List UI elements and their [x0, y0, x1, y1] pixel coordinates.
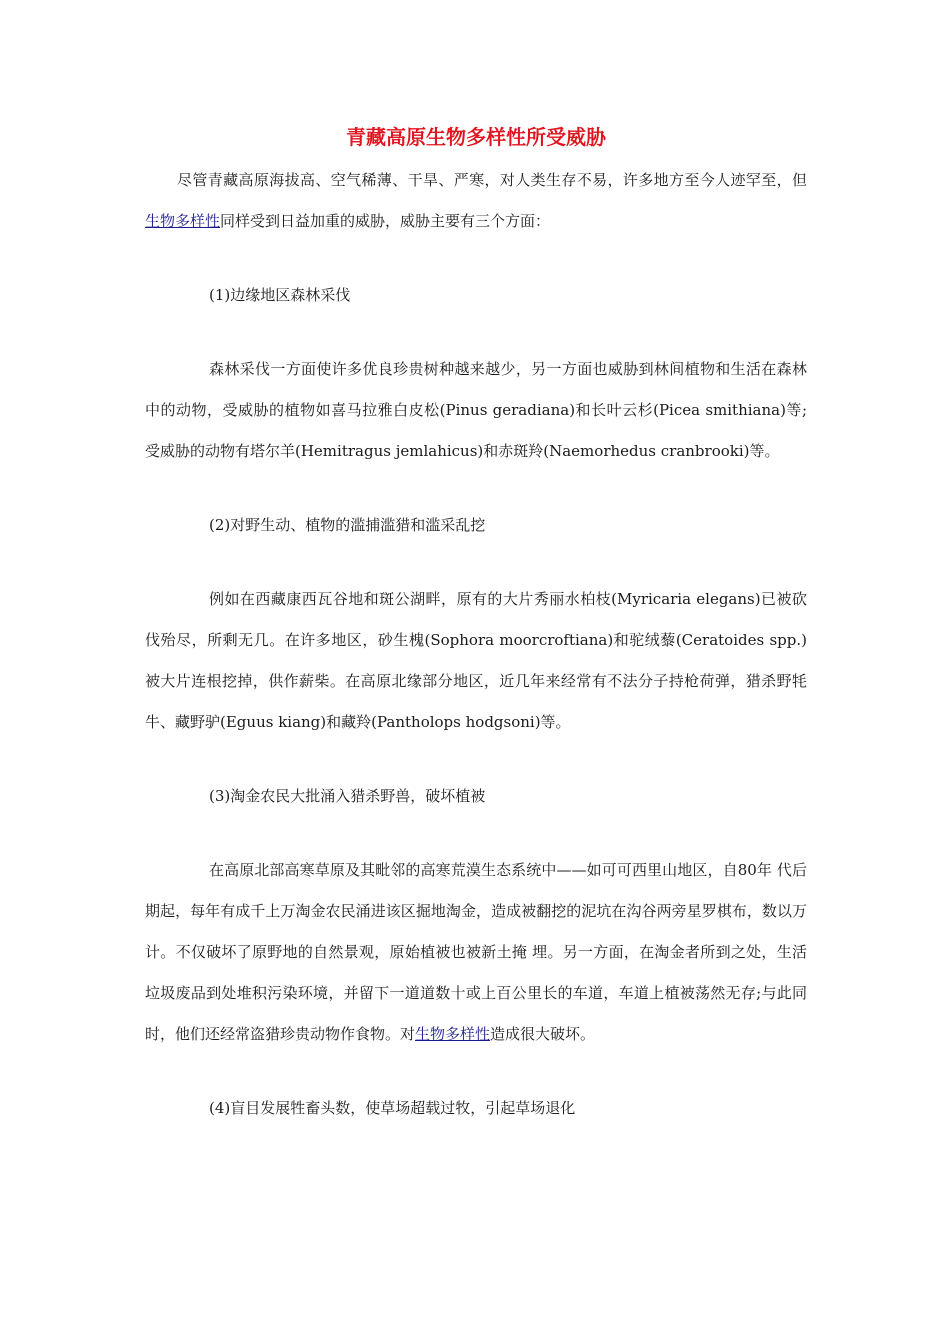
intro-text-2: 同样受到日益加重的威胁，威胁主要有三个方面：: [220, 212, 551, 230]
section-3-heading: (3)淘金农民大批涌入猎杀野兽，破坏植被: [209, 787, 486, 805]
section-2-heading: (2)对野生动、植物的滥捕滥猎和滥采乱挖: [209, 516, 486, 534]
section-2-body: 例如在西藏康西瓦谷地和斑公湖畔，原有的大片秀丽水柏枝(Myricaria elegans)已被砍伐殆尽，所剩无几。在许多地区，砂生槐(Sophora moorcroftiana)和驼绒藜(Ceratoides spp.)被大片连根挖掉，供作薪柴。在高原北缘部分地区，近几年来经常有不法分子持枪荷弹，猎杀野牦牛、藏野驴(Eguus kiang)和藏羚(Pantholops hodgsoni)等。: [145, 590, 807, 731]
section-3-text-2: 造成很大破坏。: [490, 1025, 596, 1043]
section-3-body: [145, 850, 807, 1055]
biodiversity-link-2[interactable]: 生物多样性: [415, 1025, 491, 1043]
intro-paragraph: [145, 160, 807, 242]
section-1-heading: (1)边缘地区森林采伐: [209, 286, 351, 304]
biodiversity-link[interactable]: 生物多样性: [145, 212, 221, 230]
section-1-body: 森林采伐一方面使许多优良珍贵树种越来越少，另一方面也威胁到林间植物和生活在森林中的动物，受威胁的植物如喜马拉雅白皮松(Pinus geradiana)和长叶云杉(Picea smithiana)等;受威胁的动物有塔尔羊(Hemitragus jemlahicus)和赤斑羚(Naemorhedus cranbrooki)等。: [145, 360, 807, 460]
document-page: [145, 118, 807, 1129]
section-3-text-1: 在高原北部高寒草原及其毗邻的高寒荒漠生态系统中——如可可西里山地区，自80年 代后期起，每年有成千上万淘金农民涌进该区掘地淘金，造成被翻挖的泥坑在沟谷两旁星罗棋布，数以万计。不仅破坏了原野地的自然景观，原始植被也被新土掩 埋。另一方面，在淘金者所到之处，生活垃圾废品到处堆积污染环境，并留下一道道数十或上百公里长的车道，车道上植被荡然无存;与此同时，他们还经常盗猎珍贵动物作食物。对: [145, 861, 807, 1043]
page-title: 青藏高原生物多样性所受威胁: [346, 125, 606, 149]
section-4-heading: (4)盲目发展牲畜头数，使草场超载过牧，引起草场退化: [209, 1099, 576, 1117]
intro-text-1: 尽管青藏高原海拔高、空气稀薄、干旱、严寒，对人类生存不易，许多地方至今人迹罕至，但: [177, 171, 807, 189]
